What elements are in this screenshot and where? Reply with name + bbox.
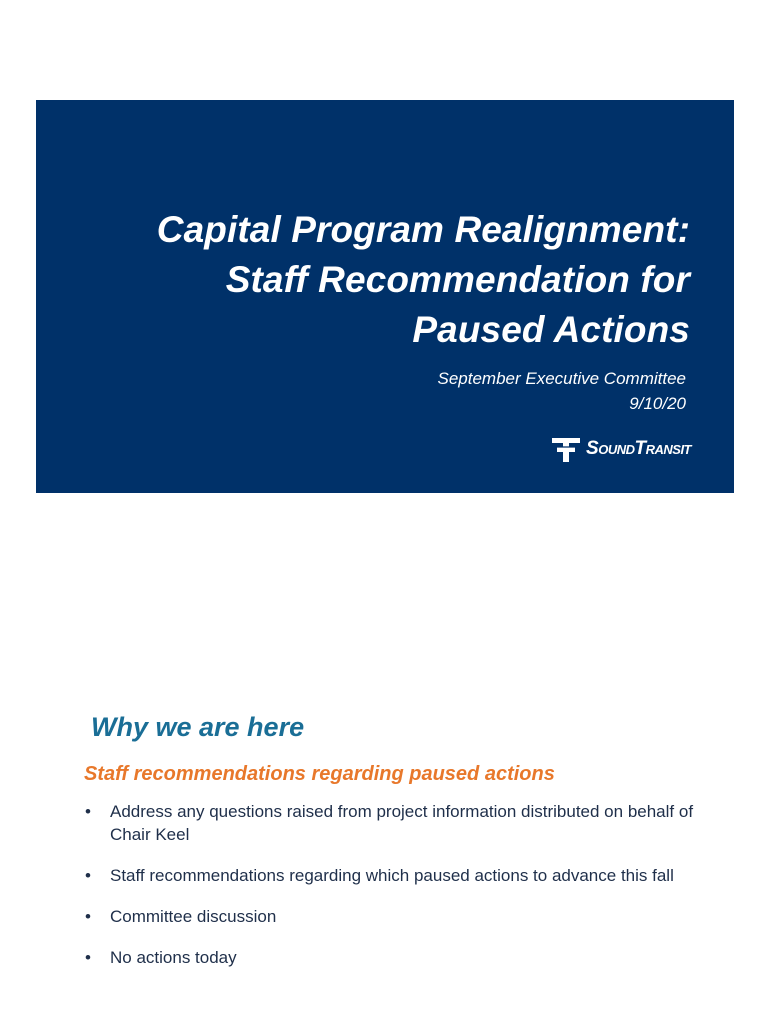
section-subheading: Staff recommendations regarding paused actions — [84, 763, 555, 785]
slide-subtitle — [438, 366, 687, 416]
slide-title-line: Capital Program Realignment: — [156, 209, 690, 250]
sound-transit-logo-icon — [551, 435, 581, 463]
sound-transit-logo — [551, 435, 691, 463]
list-item — [84, 800, 704, 846]
section-heading: Why we are here — [91, 712, 305, 742]
list-item-text: Address any questions raised from project information distributed on behalf of Chair Keel — [110, 802, 694, 844]
subtitle-event: September Executive Committee — [437, 369, 686, 388]
bullet-list — [84, 800, 704, 987]
list-item — [84, 946, 704, 969]
slide-title-line: Paused Actions — [412, 309, 690, 350]
bullet-icon: • — [85, 866, 91, 885]
logo-wordmark: SoundTransit — [586, 438, 691, 459]
bullet-icon: • — [85, 948, 91, 967]
list-item-text: No actions today — [110, 948, 237, 967]
title-slide — [36, 100, 734, 493]
list-item — [84, 905, 704, 928]
bullet-icon: • — [85, 802, 91, 821]
slide-title-line: Staff Recommendation for — [225, 259, 690, 300]
subtitle-date: 9/10/20 — [629, 394, 686, 413]
slide-title — [50, 205, 690, 355]
list-item — [84, 864, 704, 887]
bullet-icon: • — [85, 907, 91, 926]
list-item-text: Committee discussion — [110, 907, 277, 926]
list-item-text: Staff recommendations regarding which paused actions to advance this fall — [110, 866, 674, 885]
